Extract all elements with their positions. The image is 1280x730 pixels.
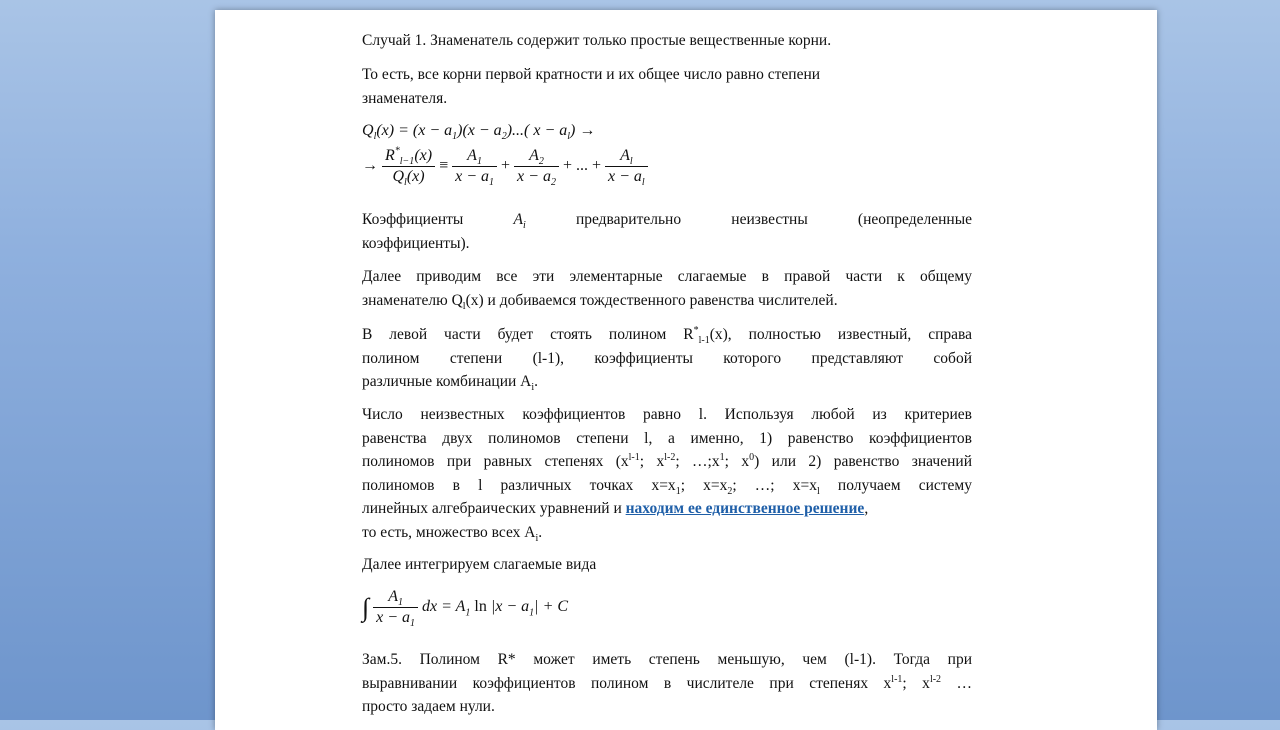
formula-factorization: $Q_l(x) = (x - a_1)(x - a_2)$...( $x - a_l$) → (362, 122, 596, 143)
fraction-rational: $\frac{R^*_{l-1}(x)}{Q_l(x)}$ (382, 146, 435, 187)
fraction-term-l: $\frac{A_l}{x - a_l}$ (605, 146, 648, 187)
paragraph-line: То есть, все корни первой кратности и их общее число равно степени (362, 66, 821, 83)
paragraph-roots (362, 63, 972, 110)
solution-link[interactable]: находим ее единственное решение (625, 500, 865, 517)
integral-sign: ∫ (362, 592, 370, 622)
fraction-integrand: $\frac{A_1}{x - a_1}$ (373, 587, 418, 628)
paragraph-line: знаменателя. (362, 89, 448, 107)
paragraph-left-side: В левой части будет стоять полином $R^*_{l-1}(x)$, полностью известный, справа полином степени (l-1), коэффициенты которого представляют собой различные комбинации $A_i$. (362, 324, 972, 394)
paragraph-unknown-count: Число неизвестных коэффициентов равно l. Используя любой из критериев равенства двух полиномов степени l, а именно, 1) равенство коэффициентов полиномов при равных степенях ($x^{l-1}$; $x^{l-2}$; $\dots;x^1$; $x^0$) или 2) равенство значений полиномов в l различных точках $x=x_1$; $x=x_2$; …; $x=x_l$ получаем систему линейных алгебраических уравнений и находим ее единственное решение, то есть, множество всех $A_i$. (362, 406, 972, 544)
formula-partial-fractions: → $\frac{R^*_{l-1}(x)}{Q_l(x)}$ ≡ $\frac{A_1}{x - a_1}$ + $\frac{A_2}{x - a_2}$ + ... + $\frac{A_l}{x - a_l}$ (362, 146, 972, 187)
formula-integral: ∫ $\frac{A_1}{x - a_1}$ dx = $A_1$ $\ln |x - a_1| + C$ (362, 588, 569, 630)
fraction-term-1: $\frac{A_1}{x - a_1}$ (452, 146, 497, 187)
fraction-term-2: $\frac{A_2}{x - a_2}$ (514, 146, 559, 187)
paragraph-coefficients: Коэффициенты $A_i$ предварительно неизвестны (неопределенные коэффициенты). (362, 211, 972, 252)
document-page (215, 10, 1157, 730)
case-title: Случай 1. Знаменатель содержит только простые вещественные корни. (362, 32, 832, 49)
paragraph-common-denominator: Далее приводим все эти элементарные слагаемые в правой части к общему знаменателю $Q_l(x)$ и добиваемся тождественного равенства числителей. (362, 268, 972, 312)
paragraph-integrate: Далее интегрируем слагаемые вида (362, 556, 597, 573)
paragraph-remark-5: Зам.5. Полином R* может иметь степень меньшую, чем (l-1). Тогда при выравнивании коэффициентов полином в числителе при степенях $x^{l-1}$; $x^{l-2}$ … просто задаем нули. (362, 651, 973, 715)
